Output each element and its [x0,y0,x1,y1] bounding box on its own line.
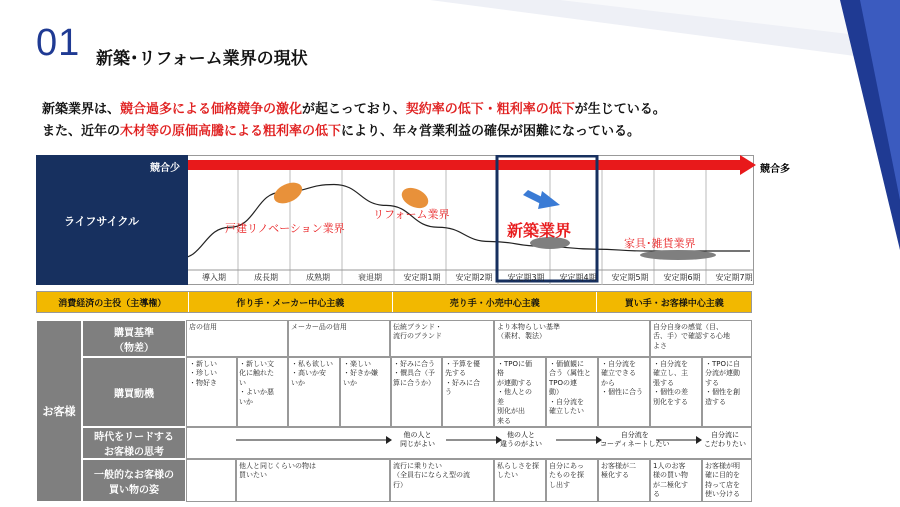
description-line-2 [42,120,640,139]
period-label: 安定期5期 [611,273,649,282]
competition-high-label: 競合多 [760,164,790,175]
thought-label: 他の人と 違うのがよい [500,431,542,449]
furniture-marker [640,250,716,260]
thought-label: 自分流に こだわりたい [704,431,746,449]
competition-low-label: 競合少 [150,163,180,174]
thought-arrow-head [696,436,702,444]
table-cell: ・予算を優 先する ・好みに合 う [442,357,494,427]
slide-number: 01 [36,22,81,64]
table-cell: ・楽しい ・好きか嫌 いか [340,357,392,427]
table-cell: ・TPOに価 格 が連動する ・他人との 差 別化が出 来る [494,357,546,427]
table-cell: 自分自身の感覚（目、 舌、手）で確認する心地 よさ [650,320,752,357]
table-cell: ・自分流を 確立できる から ・個性に合う [598,357,650,427]
description-segment: が生じている。 [574,102,666,117]
table-cell: 伝統ブランド・ 流行のブランド [390,320,494,357]
description-segment: 新築業界は、 [42,102,121,117]
period-label: 安定期6期 [663,273,701,282]
row-header: 時代をリードする お客様の思考 [82,427,186,459]
table-cell: より本物らしい基準 （素材、製法） [494,320,650,357]
competition-arrow-bar [188,160,740,170]
lifecycle-label: ライフサイクル [64,215,140,228]
thought-arrows [236,430,756,450]
row-header: 一般的なお客様の 買い物の姿 [82,459,186,502]
row-header: 購買基準 （物差） [82,320,186,357]
consumption-seller: 売り手・小売中心主義 [393,292,597,312]
consumption-buyer: 買い手・お客様中心主義 [597,292,751,312]
period-label: 安定期7期 [715,273,753,282]
period-label: 安定期1期 [403,273,441,282]
renovation-marker [271,179,306,208]
table-cell: お客様が明 確に目的を 持って店を 使い分ける [702,459,752,502]
table-cell: 店の信用 [186,320,288,357]
industry-label-reform: リフォーム業界 [373,208,450,221]
slide-title: 新築･リフォーム業界の現状 [96,49,308,69]
description-segment: により、年々営業利益の確保が困難になっている。 [341,124,641,139]
table-cell: ・私も欲しい ・高いか安 いか [288,357,340,427]
thought-label: 他の人と 同じがよい [400,431,435,449]
description-line-1 [42,98,666,117]
description-segment: 木材等の原価高騰による粗利率の低下 [120,124,342,139]
description-segment: が起こっており、 [302,102,406,117]
table-cell: ・価値観に 合う（属性と TPOの連 動） ・自分流を 確立したい [546,357,598,427]
table-cell: 自分にあっ たものを探 し出す [546,459,598,502]
table-cell: ・新しい ・珍しい ・物好き [186,357,238,427]
consumption-bar [36,291,752,313]
table-cell: 私らしさを探 したい [494,459,546,502]
industry-label-furniture: 家具･雑貨業界 [624,237,696,250]
table-cell: 他人と同じくらいの物は 買いたい [236,459,390,502]
table-cell: お客様が二 極化する [598,459,650,502]
industry-label-new-build: 新築業界 [507,221,572,240]
table-cell: メーカー品の信用 [288,320,390,357]
thought-arrow-head [496,436,502,444]
trend-arrow-head [538,191,560,209]
row-header: 購買動機 [82,357,186,427]
customer-side-label: お客様 [36,320,82,502]
consumption-label: 消費経済の主役（主導権） [37,292,189,312]
thought-arrow-head [386,436,392,444]
consumption-maker: 作り手・メーカー中心主義 [189,292,393,312]
table-cell: 流行に乗りたい （全員右にならえ型の流 行） [390,459,494,502]
period-label: 安定期3期 [507,273,545,282]
competition-arrow-head [740,155,756,175]
period-label: 導入期 [202,273,226,282]
table-cell [186,459,236,502]
table-cell: ・好みに合う ・價具合（予 算に合うか） [390,357,442,427]
thought-arrow-head [596,436,602,444]
table-cell: 1人のお客 様の買い物 が二極化す る [650,459,702,502]
lifecycle-header [36,155,188,285]
description-segment: また、近年の [42,124,121,139]
table-cell: ・新しい文 化に触れた い ・よいか悪 いか [236,357,288,427]
period-label: 安定期2期 [455,273,493,282]
thought-label: 自分流を コーディネートしたい [600,431,670,449]
period-label: 安定期4期 [559,273,597,282]
period-label: 衰退期 [358,273,382,282]
table-cell: ・自分流を 確立し、主 張する ・個性の差 別化をする [650,357,702,427]
description-segment: 競合過多による価格競争の激化 [120,102,303,117]
period-label: 成長期 [254,273,278,282]
period-label: 成熟期 [306,273,330,282]
table-cell: ・TPOに自 分流が連動 する ・個性を創 造する [702,357,752,427]
industry-label-renovation: 戸建リノベーション業界 [225,222,345,235]
description-segment: 契約率の低下・粗利率の低下 [405,102,575,117]
